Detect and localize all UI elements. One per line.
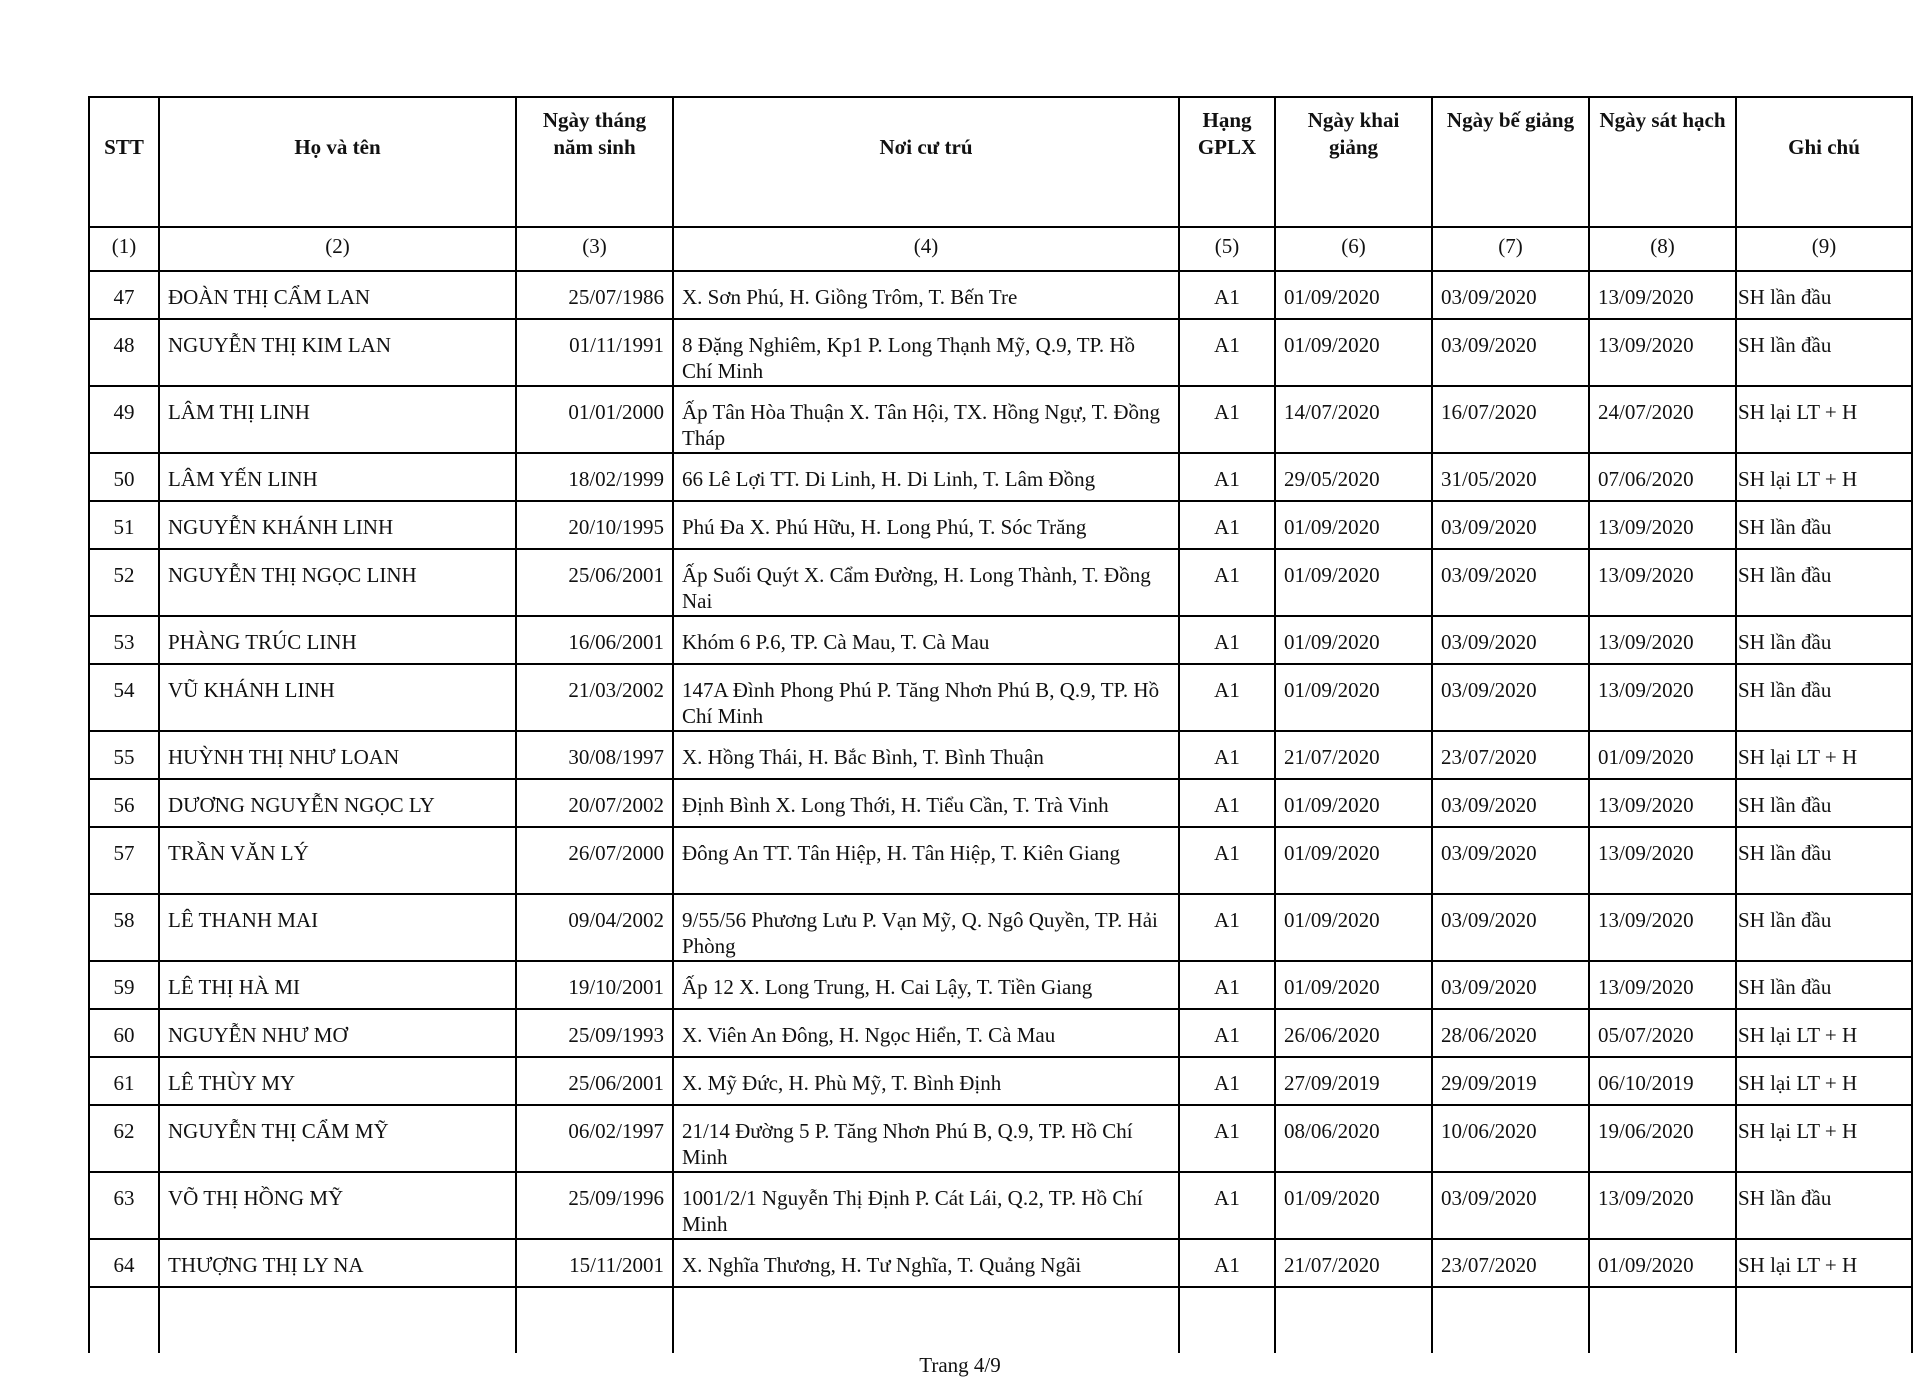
cell-stt: 49 [89, 386, 159, 453]
header-name: Họ và tên [159, 97, 516, 227]
cell-exam-date: 05/07/2020 [1589, 1009, 1736, 1057]
cell-license-class: A1 [1179, 779, 1275, 827]
cell-stt: 50 [89, 453, 159, 501]
cell-end-date: 03/09/2020 [1432, 501, 1589, 549]
cell-start-date: 01/09/2020 [1275, 319, 1432, 386]
cell-end-date: 10/06/2020 [1432, 1105, 1589, 1172]
cell-note: SH lại LT + H [1736, 386, 1912, 453]
cell-stt: 60 [89, 1009, 159, 1057]
cell-end-date: 23/07/2020 [1432, 731, 1589, 779]
cell-stt: 63 [89, 1172, 159, 1239]
cell-name: LÂM THỊ LINH [159, 386, 516, 453]
cell-end-date: 28/06/2020 [1432, 1009, 1589, 1057]
cell-exam-date: 13/09/2020 [1589, 549, 1736, 616]
cell-stt: 52 [89, 549, 159, 616]
cell-dob: 25/09/1993 [516, 1009, 673, 1057]
cell-license-class: A1 [1179, 1239, 1275, 1287]
cell-stt: 56 [89, 779, 159, 827]
cell-license-class: A1 [1179, 616, 1275, 664]
table-row [89, 894, 1912, 961]
cell-stt: 59 [89, 961, 159, 1009]
column-number: (5) [1179, 227, 1275, 271]
empty-cell [516, 1287, 673, 1353]
table-row [89, 664, 1912, 731]
cell-end-date: 03/09/2020 [1432, 664, 1589, 731]
cell-dob: 18/02/1999 [516, 453, 673, 501]
cell-start-date: 01/09/2020 [1275, 271, 1432, 319]
table-row [89, 731, 1912, 779]
empty-cell [159, 1287, 516, 1353]
cell-address: Định Bình X. Long Thới, H. Tiểu Cần, T. Trà Vinh [673, 779, 1179, 827]
column-number: (2) [159, 227, 516, 271]
empty-cell [1736, 1287, 1912, 1353]
cell-address: 9/55/56 Phương Lưu P. Vạn Mỹ, Q. Ngô Quyền, TP. Hải Phòng [673, 894, 1179, 961]
table-row [89, 453, 1912, 501]
cell-start-date: 01/09/2020 [1275, 664, 1432, 731]
cell-start-date: 14/07/2020 [1275, 386, 1432, 453]
cell-dob: 20/07/2002 [516, 779, 673, 827]
cell-name: VÕ THỊ HỒNG MỸ [159, 1172, 516, 1239]
cell-name: HUỲNH THỊ NHƯ LOAN [159, 731, 516, 779]
cell-exam-date: 13/09/2020 [1589, 894, 1736, 961]
cell-stt: 58 [89, 894, 159, 961]
cell-name: THƯỢNG THỊ LY NA [159, 1239, 516, 1287]
cell-end-date: 29/09/2019 [1432, 1057, 1589, 1105]
cell-start-date: 01/09/2020 [1275, 501, 1432, 549]
cell-license-class: A1 [1179, 1057, 1275, 1105]
cell-end-date: 03/09/2020 [1432, 827, 1589, 894]
cell-exam-date: 13/09/2020 [1589, 1172, 1736, 1239]
cell-end-date: 03/09/2020 [1432, 271, 1589, 319]
cell-dob: 25/06/2001 [516, 1057, 673, 1105]
cell-stt: 48 [89, 319, 159, 386]
table-row [89, 319, 1912, 386]
cell-license-class: A1 [1179, 961, 1275, 1009]
cell-name: NGUYỄN THỊ KIM LAN [159, 319, 516, 386]
table-body [89, 271, 1912, 1353]
cell-start-date: 01/09/2020 [1275, 894, 1432, 961]
empty-cell [1589, 1287, 1736, 1353]
cell-exam-date: 13/09/2020 [1589, 664, 1736, 731]
table-row [89, 1105, 1912, 1172]
cell-exam-date: 01/09/2020 [1589, 1239, 1736, 1287]
cell-stt: 47 [89, 271, 159, 319]
cell-address: X. Hồng Thái, H. Bắc Bình, T. Bình Thuận [673, 731, 1179, 779]
column-number: (7) [1432, 227, 1589, 271]
table-row [89, 961, 1912, 1009]
cell-start-date: 21/07/2020 [1275, 731, 1432, 779]
cell-license-class: A1 [1179, 664, 1275, 731]
empty-cell [1432, 1287, 1589, 1353]
cell-name: NGUYỄN THỊ NGỌC LINH [159, 549, 516, 616]
cell-license-class: A1 [1179, 501, 1275, 549]
cell-address: 147A Đình Phong Phú P. Tăng Nhơn Phú B, Q.9, TP. Hồ Chí Minh [673, 664, 1179, 731]
header-dob: Ngày tháng năm sinh [516, 97, 673, 227]
cell-exam-date: 24/07/2020 [1589, 386, 1736, 453]
empty-cell [1275, 1287, 1432, 1353]
cell-address: X. Mỹ Đức, H. Phù Mỹ, T. Bình Định [673, 1057, 1179, 1105]
cell-dob: 25/09/1996 [516, 1172, 673, 1239]
empty-cell [89, 1287, 159, 1353]
cell-license-class: A1 [1179, 1172, 1275, 1239]
cell-end-date: 03/09/2020 [1432, 549, 1589, 616]
cell-license-class: A1 [1179, 453, 1275, 501]
cell-name: ĐOÀN THỊ CẨM LAN [159, 271, 516, 319]
column-number: (3) [516, 227, 673, 271]
table-row [89, 386, 1912, 453]
table-row [89, 549, 1912, 616]
cell-exam-date: 13/09/2020 [1589, 501, 1736, 549]
cell-start-date: 27/09/2019 [1275, 1057, 1432, 1105]
cell-start-date: 01/09/2020 [1275, 616, 1432, 664]
cell-note: SH lần đầu [1736, 894, 1912, 961]
cell-address: Phú Đa X. Phú Hữu, H. Long Phú, T. Sóc Trăng [673, 501, 1179, 549]
cell-name: NGUYỄN NHƯ MƠ [159, 1009, 516, 1057]
table-row [89, 779, 1912, 827]
cell-start-date: 01/09/2020 [1275, 961, 1432, 1009]
cell-exam-date: 06/10/2019 [1589, 1057, 1736, 1105]
cell-license-class: A1 [1179, 827, 1275, 894]
cell-note: SH lần đầu [1736, 319, 1912, 386]
cell-dob: 19/10/2001 [516, 961, 673, 1009]
cell-exam-date: 13/09/2020 [1589, 827, 1736, 894]
header-note: Ghi chú [1736, 97, 1912, 227]
cell-name: TRẦN VĂN LÝ [159, 827, 516, 894]
cell-name: PHÀNG TRÚC LINH [159, 616, 516, 664]
cell-stt: 64 [89, 1239, 159, 1287]
cell-address: Ấp 12 X. Long Trung, H. Cai Lậy, T. Tiền Giang [673, 961, 1179, 1009]
column-number: (1) [89, 227, 159, 271]
cell-end-date: 03/09/2020 [1432, 779, 1589, 827]
cell-name: LÊ THANH MAI [159, 894, 516, 961]
cell-exam-date: 01/09/2020 [1589, 731, 1736, 779]
cell-address: 1001/2/1 Nguyễn Thị Định P. Cát Lái, Q.2, TP. Hồ Chí Minh [673, 1172, 1179, 1239]
cell-license-class: A1 [1179, 894, 1275, 961]
cell-dob: 25/07/1986 [516, 271, 673, 319]
cell-end-date: 03/09/2020 [1432, 616, 1589, 664]
cell-dob: 20/10/1995 [516, 501, 673, 549]
cell-note: SH lần đầu [1736, 664, 1912, 731]
cell-end-date: 16/07/2020 [1432, 386, 1589, 453]
cell-note: SH lần đầu [1736, 501, 1912, 549]
cell-note: SH lần đầu [1736, 271, 1912, 319]
cell-note: SH lại LT + H [1736, 731, 1912, 779]
cell-end-date: 03/09/2020 [1432, 894, 1589, 961]
cell-end-date: 23/07/2020 [1432, 1239, 1589, 1287]
cell-license-class: A1 [1179, 271, 1275, 319]
cell-start-date: 01/09/2020 [1275, 827, 1432, 894]
cell-address: X. Viên An Đông, H. Ngọc Hiển, T. Cà Mau [673, 1009, 1179, 1057]
header-address: Nơi cư trú [673, 97, 1179, 227]
cell-name: DƯƠNG NGUYỄN NGỌC LY [159, 779, 516, 827]
cell-note: SH lần đầu [1736, 549, 1912, 616]
cell-license-class: A1 [1179, 549, 1275, 616]
cell-note: SH lại LT + H [1736, 453, 1912, 501]
column-number: (9) [1736, 227, 1912, 271]
cell-start-date: 26/06/2020 [1275, 1009, 1432, 1057]
cell-name: NGUYỄN THỊ CẨM MỸ [159, 1105, 516, 1172]
cell-address: X. Sơn Phú, H. Giồng Trôm, T. Bến Tre [673, 271, 1179, 319]
cell-note: SH lại LT + H [1736, 1105, 1912, 1172]
cell-dob: 01/01/2000 [516, 386, 673, 453]
cell-address: 21/14 Đường 5 P. Tăng Nhơn Phú B, Q.9, TP. Hồ Chí Minh [673, 1105, 1179, 1172]
cell-dob: 16/06/2001 [516, 616, 673, 664]
cell-name: LÊ THÙY MY [159, 1057, 516, 1105]
cell-stt: 62 [89, 1105, 159, 1172]
header-start-date: Ngày khai giảng [1275, 97, 1432, 227]
header-license-class: Hạng GPLX [1179, 97, 1275, 227]
table-row [89, 1057, 1912, 1105]
cell-note: SH lần đầu [1736, 616, 1912, 664]
cell-note: SH lại LT + H [1736, 1009, 1912, 1057]
cell-license-class: A1 [1179, 1105, 1275, 1172]
cell-start-date: 08/06/2020 [1275, 1105, 1432, 1172]
cell-start-date: 01/09/2020 [1275, 1172, 1432, 1239]
cell-license-class: A1 [1179, 731, 1275, 779]
cell-note: SH lần đầu [1736, 779, 1912, 827]
cell-stt: 57 [89, 827, 159, 894]
cell-note: SH lần đầu [1736, 827, 1912, 894]
cell-dob: 15/11/2001 [516, 1239, 673, 1287]
table-row [89, 1239, 1912, 1287]
cell-exam-date: 13/09/2020 [1589, 616, 1736, 664]
cell-address: Đông An TT. Tân Hiệp, H. Tân Hiệp, T. Kiên Giang [673, 827, 1179, 894]
cell-end-date: 03/09/2020 [1432, 1172, 1589, 1239]
header-row [89, 97, 1912, 227]
cell-exam-date: 19/06/2020 [1589, 1105, 1736, 1172]
column-number: (4) [673, 227, 1179, 271]
page-number: Trang 4/9 [919, 1353, 1001, 1377]
column-number-row [89, 227, 1912, 271]
table-row [89, 501, 1912, 549]
cell-dob: 21/03/2002 [516, 664, 673, 731]
cell-stt: 51 [89, 501, 159, 549]
cell-start-date: 01/09/2020 [1275, 549, 1432, 616]
table-row [89, 827, 1912, 894]
cell-end-date: 03/09/2020 [1432, 319, 1589, 386]
cell-exam-date: 13/09/2020 [1589, 779, 1736, 827]
cell-dob: 26/07/2000 [516, 827, 673, 894]
cell-stt: 55 [89, 731, 159, 779]
cell-license-class: A1 [1179, 319, 1275, 386]
table-row [89, 1009, 1912, 1057]
header-exam-date: Ngày sát hạch [1589, 97, 1736, 227]
cell-address: Ấp Tân Hòa Thuận X. Tân Hội, TX. Hồng Ngự, T. Đồng Tháp [673, 386, 1179, 453]
cell-dob: 06/02/1997 [516, 1105, 673, 1172]
cell-end-date: 31/05/2020 [1432, 453, 1589, 501]
cell-license-class: A1 [1179, 1009, 1275, 1057]
cell-start-date: 21/07/2020 [1275, 1239, 1432, 1287]
cell-exam-date: 13/09/2020 [1589, 271, 1736, 319]
cell-exam-date: 07/06/2020 [1589, 453, 1736, 501]
cell-address: X. Nghĩa Thương, H. Tư Nghĩa, T. Quảng Ngãi [673, 1239, 1179, 1287]
table-row [89, 1172, 1912, 1239]
header-stt: STT [89, 97, 159, 227]
student-list-table [88, 96, 1913, 1353]
cell-exam-date: 13/09/2020 [1589, 319, 1736, 386]
empty-row [89, 1287, 1912, 1353]
cell-dob: 09/04/2002 [516, 894, 673, 961]
cell-name: LÊ THỊ HÀ MI [159, 961, 516, 1009]
cell-name: NGUYỄN KHÁNH LINH [159, 501, 516, 549]
column-number: (8) [1589, 227, 1736, 271]
cell-stt: 53 [89, 616, 159, 664]
cell-end-date: 03/09/2020 [1432, 961, 1589, 1009]
cell-dob: 25/06/2001 [516, 549, 673, 616]
cell-note: SH lại LT + H [1736, 1057, 1912, 1105]
cell-address: Khóm 6 P.6, TP. Cà Mau, T. Cà Mau [673, 616, 1179, 664]
cell-note: SH lần đầu [1736, 961, 1912, 1009]
cell-note: SH lần đầu [1736, 1172, 1912, 1239]
cell-dob: 01/11/1991 [516, 319, 673, 386]
cell-note: SH lại LT + H [1736, 1239, 1912, 1287]
cell-start-date: 01/09/2020 [1275, 779, 1432, 827]
cell-start-date: 29/05/2020 [1275, 453, 1432, 501]
cell-name: VŨ KHÁNH LINH [159, 664, 516, 731]
cell-exam-date: 13/09/2020 [1589, 961, 1736, 1009]
empty-cell [1179, 1287, 1275, 1353]
cell-dob: 30/08/1997 [516, 731, 673, 779]
table-row [89, 616, 1912, 664]
cell-stt: 54 [89, 664, 159, 731]
cell-name: LÂM YẾN LINH [159, 453, 516, 501]
cell-address: Ấp Suối Quýt X. Cẩm Đường, H. Long Thành, T. Đồng Nai [673, 549, 1179, 616]
cell-license-class: A1 [1179, 386, 1275, 453]
cell-stt: 61 [89, 1057, 159, 1105]
cell-address: 8 Đặng Nghiêm, Kp1 P. Long Thạnh Mỹ, Q.9, TP. Hồ Chí Minh [673, 319, 1179, 386]
column-number: (6) [1275, 227, 1432, 271]
table-row [89, 271, 1912, 319]
empty-cell [673, 1287, 1179, 1353]
header-end-date: Ngày bế giảng [1432, 97, 1589, 227]
cell-address: 66 Lê Lợi TT. Di Linh, H. Di Linh, T. Lâm Đồng [673, 453, 1179, 501]
